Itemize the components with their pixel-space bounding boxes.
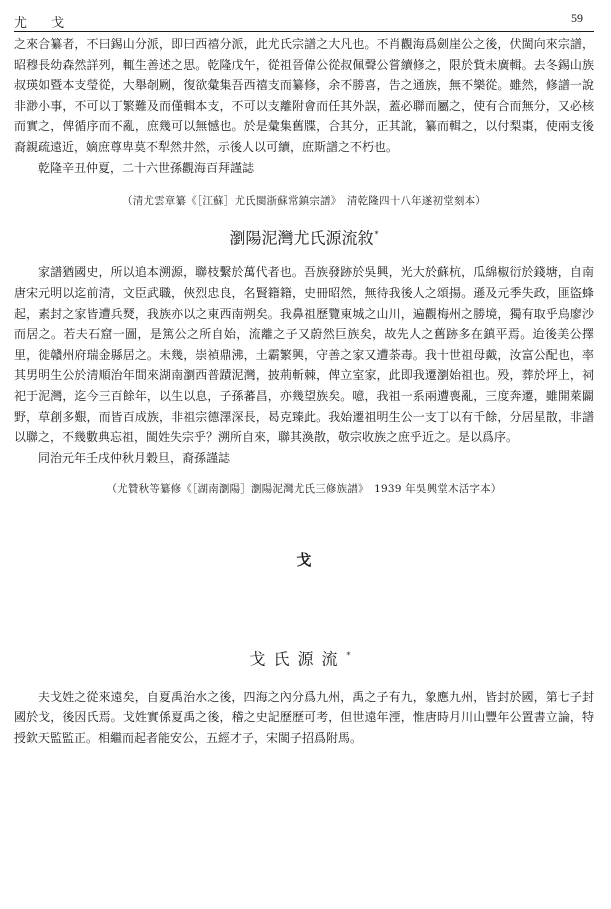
- preface-signature: 乾隆辛丑仲夏，二十六世孫觀海百拜謹誌: [38, 160, 255, 175]
- section-title-text: 瀏陽泥灣尤氏源流敘: [229, 228, 374, 248]
- liuyang-preface-section: [14, 225, 594, 497]
- preface-continuation: [14, 34, 594, 209]
- ge-paragraph: 夫戈姓之從來遠矣，自夏禹治水之後，四海之內分爲九州，禹之子有九，象應九州，皆封於國，第七子封國於戈，後因氏焉。戈姓實係夏禹之後，稽之史記歷歷可考，但世遠年湮，惟唐時月川山豐年公置書立論，特授欽天監監正。相繼而起者能安公，五經才子，宋閩子招爲附馬。: [14, 689, 594, 745]
- liuyang-paragraph: 家譜猶國史，所以追本溯源，聯枝繫於萬代者也。吾族發跡於吳興，光大於蘇杭，瓜綿椒衍於錢塘，自南唐宋元明以迄前清，文臣武職，俠烈忠良，名賢籍籍，史冊昭然，無待我後人之頌揚。遜及元季失政，匪盜蜂起，素封之家皆遭兵燹，我族亦以之東西南朔矣。我鼻祖歷覽東城之山川，遍觀梅州之勝境，獨有取乎烏廖沙而居之。若夫石窟一圖，是篤公之所自始，流離之子又蔚然巨族矣，故先人之舊跡多在鎮平焉。迨後美公擇里，徙贛州府瑞金縣居之。未幾，崇禎鼎沸，土霸繁興，守善之家又遭荼毒。我十世祖母戴，汝富公配也，率其男明生公於清順治年間來湖南瀏西普蹟泥灣，披荊斬棘，俾立室家，此即我遷瀏始祖也。殁，葬於坪上，祠祀于泥灣，迄今三百餘年，以生以息，子孫蕃昌，亦幾望族矣。噫，我祖一系兩遭喪亂，三度奔遷，雖開萊闢野，草創多艱，而皆百成族，非祖宗德澤深長，曷克臻此。我始遷祖明生公一支丁以有千餘，分居星散，非譜以聯之，不幾數典忘祖，閩姓失宗乎？溯所自來，聯其渙散，敬宗收族之庶乎近之。是以爲序。: [14, 265, 594, 445]
- section-title-ge: [14, 646, 594, 669]
- liuyang-source-citation: （尤贊秋等纂修《［湖南瀏陽］瀏陽泥灣尤氏三修族譜》 1939 年吳興堂木活字本）: [106, 483, 502, 496]
- section-title-liuyang: [14, 225, 594, 248]
- preface-source-citation: （清尤雲章纂《［江蘇］尤氏閩浙蘇常鎮宗譜》 清乾隆四十八年遂初堂刻本）: [122, 195, 486, 208]
- running-title: 尤 戈: [14, 16, 75, 31]
- header-rule: [14, 31, 594, 32]
- section-title-text: 戈氏源流: [249, 649, 346, 669]
- ge-surname-section: [14, 550, 594, 748]
- page-number: 59: [571, 11, 583, 25]
- surname-heading: 戈: [296, 551, 312, 570]
- footnote-mark: *: [346, 651, 359, 661]
- liuyang-signature: 同治元年壬戌仲秋月穀旦，裔孫謹誌: [38, 450, 231, 465]
- footnote-mark: *: [374, 230, 379, 240]
- page-header: [0, 0, 611, 32]
- page-content: [14, 34, 594, 749]
- preface-paragraph: 之來合纂者，不曰錫山分派，即曰西禧分派，此尤氏宗譜之大凡也。不肖觀海爲劍崖公之後，伏閩向來宗譜，昭穆長幼森然詳列，輒生善述之思。乾隆戊午，從祖晉偉公從叔佩聲公嘗續修之，限於貲未廣輯。去冬錫山族叔瑛如暨本支瑩從，大舉剞劂，復欲彙集吾西禧支而纂修，余不勝喜，告之通族，無不樂從。雖然，修譜一說非渺小事，不可以丁繁難及而僅輯本支，不可以支離附會而任其外誤，蓋必聯而屬之，使有合而無分，又必核而實之，俾循序而不亂，庶幾可以無憾也。於是彙集舊牒，合其分，正其訛，纂而輯之，以付梨棗，使兩支後裔親疏遠近，嫡庶尊卑莫不犁然井然，示後人以可續，庶斯譜之不朽也。: [14, 37, 594, 154]
